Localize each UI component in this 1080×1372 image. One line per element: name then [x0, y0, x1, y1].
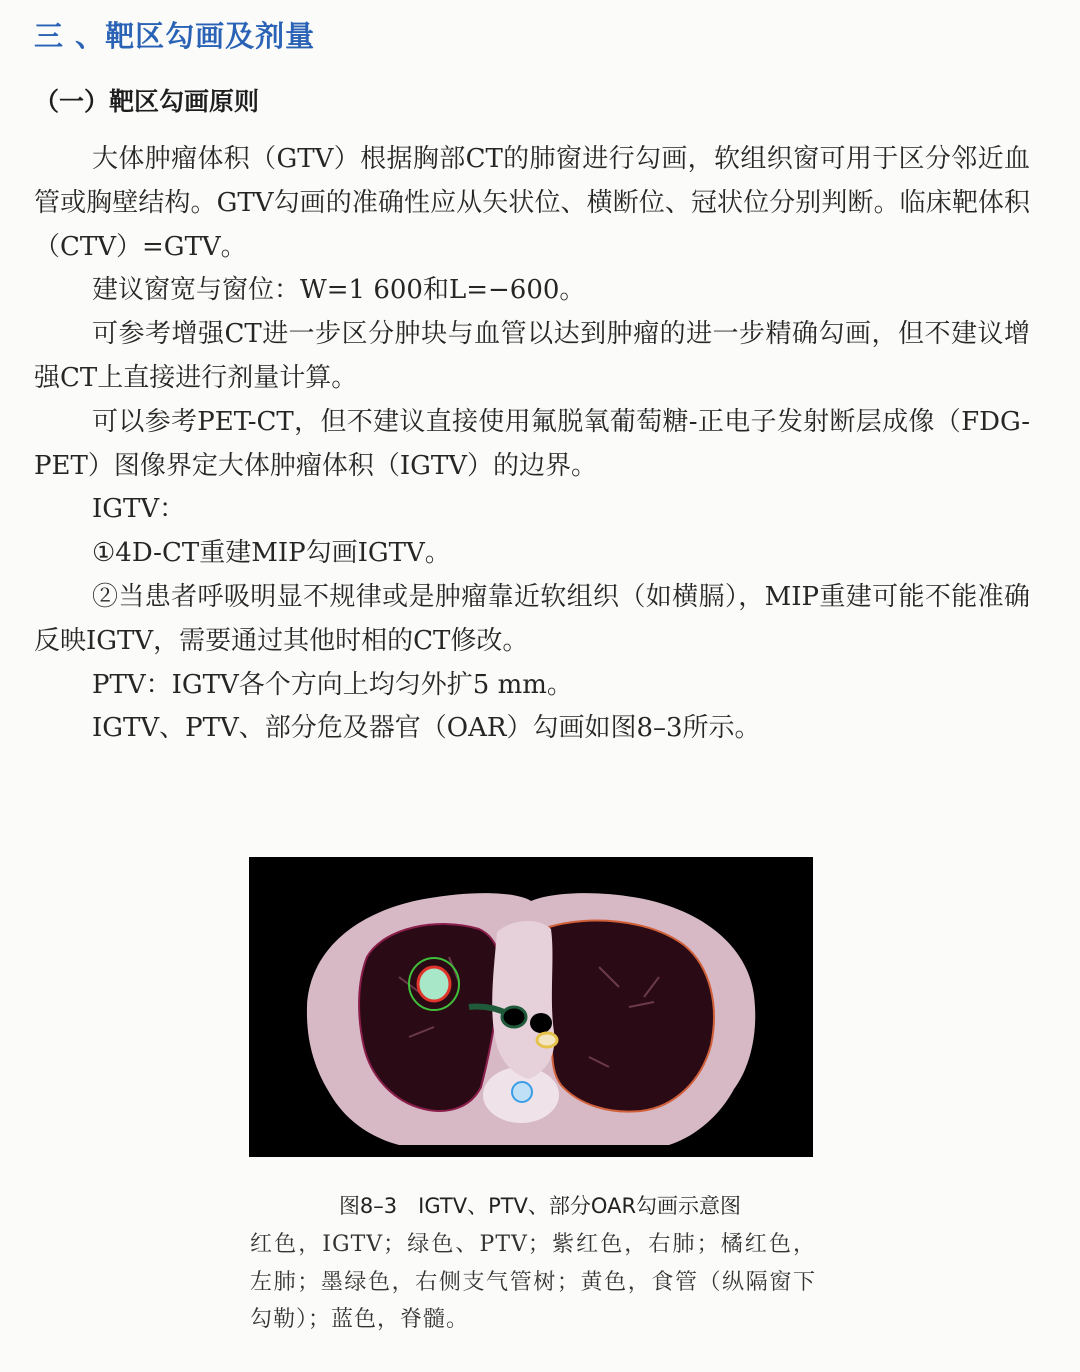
section-heading: 三 、靶区勾画及剂量 [34, 19, 316, 53]
paragraph-ptv: PTV：IGTV各个方向上均匀外扩5 mm。 [92, 669, 573, 700]
left-lung [547, 921, 714, 1112]
paragraph-igtv-label: IGTV： [92, 494, 186, 525]
body-text [34, 138, 1030, 751]
paragraph-gtv: 大体肿瘤体积（GTV）根据胸部CT的肺窗进行勾画，软组织窗可用于区分邻近血管或胸壁结构。GTV勾画的准确性应从矢状位、横断位、冠状位分别判断。临床靶体积（CTV）=GTV。 [34, 144, 1030, 262]
esophagus-contour [537, 1033, 557, 1047]
paragraph-figure-ref: IGTV、PTV、部分危及器官（OAR）勾画如图8–3所示。 [92, 713, 761, 744]
ct-scan-illustration [249, 857, 813, 1157]
airway [530, 1013, 552, 1033]
figure-caption-body: 红色，IGTV；绿色、PTV；紫红色，右肺；橘红色，左肺；墨绿色，右侧支气管树；黄色，食管（纵隔窗下勾勒）；蓝色，脊髓。 [250, 1232, 816, 1332]
paragraph-pet-ct: 可以参考PET-CT，但不建议直接使用氟脱氧葡萄糖-正电子发射断层成像（FDG-PET）图像界定大体肿瘤体积（IGTV）的边界。 [34, 406, 1030, 481]
paragraph-contrast-ct: 可参考增强CT进一步区分肿块与血管以达到肿瘤的进一步精确勾画，但不建议增强CT上直接进行剂量计算。 [34, 319, 1030, 393]
paragraph-igtv-item-2: ②当患者呼吸明显不规律或是肿瘤靠近软组织（如横膈），MIP重建可能不能准确反映IGTV，需要通过其他时相的CT修改。 [34, 581, 1030, 656]
trachea [502, 1007, 526, 1027]
subsection-heading: （一）靶区勾画原则 [34, 87, 260, 116]
ct-scan-figure [249, 857, 813, 1157]
paragraph-igtv-item-1: ①4D-CT重建MIP勾画IGTV。 [92, 538, 451, 569]
figure-caption-title: 图8–3 IGTV、PTV、部分OAR勾画示意图 [338, 1194, 742, 1218]
igtv-contour [418, 967, 450, 1001]
paragraph-window: 建议窗宽与窗位：W=1 600和L=−600。 [92, 275, 586, 306]
mediastinum [492, 921, 554, 1079]
spinal-cord-contour [512, 1082, 532, 1102]
